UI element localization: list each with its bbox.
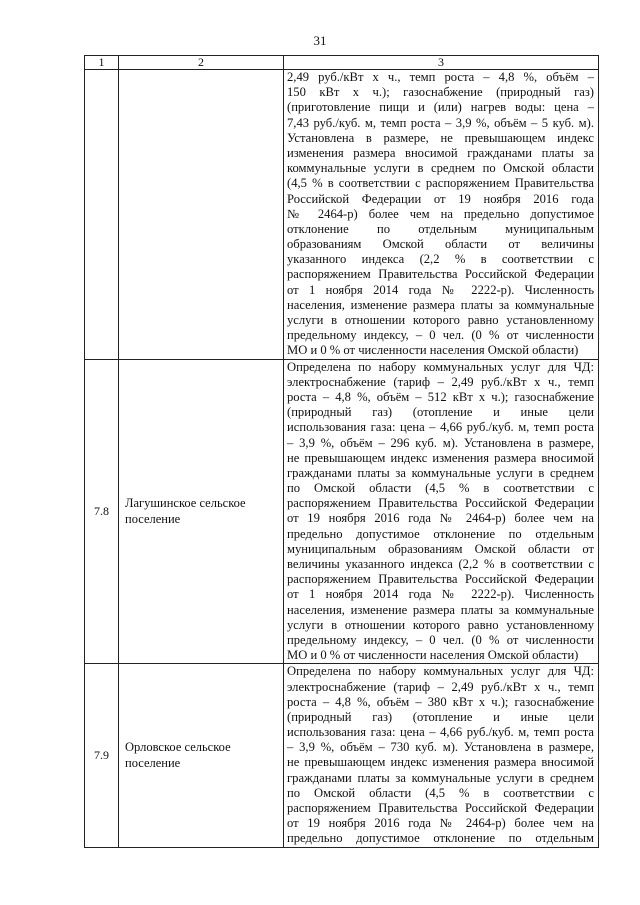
text-line: роста – 4,8 %, объём – 380 кВт х ч.); газоснабжение: [287, 694, 594, 709]
text-line: использования газа: цена – 4,66 руб./куб. м, темп роста: [287, 725, 594, 740]
text-line: Российской Федерации от 19 ноября 2016 года: [287, 191, 594, 206]
text-line: населения, изменение размера платы за коммунальные: [287, 297, 594, 312]
page-number: 31: [313, 33, 327, 48]
header-col-1: 1: [85, 56, 119, 70]
text-line: – 3,9 %, объём – 296 куб. м). Установлена в размере,: [287, 435, 594, 450]
text-line: предельно допустимое отклонение по отдельным: [287, 526, 594, 541]
description-cell: [284, 664, 599, 847]
text-line: указанного индекса (2,2 % в соответствии с: [287, 252, 594, 267]
text-line: 7,43 руб./куб. м, темп роста – 3,9 %, объём – 5 куб. м).: [287, 115, 594, 130]
text-line: распоряжением Правительства Российской Федерации: [287, 267, 594, 282]
text-line: – 3,9 %, объём – 730 куб. м). Установлена в размере,: [287, 740, 594, 755]
header-col-3: 3: [284, 56, 599, 70]
text-line: населения, изменение размера платы за коммунальные: [287, 602, 594, 617]
description-cell: [284, 70, 599, 360]
text-line: не превышающем индекс изменения размера вносимой: [287, 450, 594, 465]
text-line: предельному индексу, – 0 чел. (0 % от численности: [287, 632, 594, 647]
text-line: № 2464-р) более чем на предельно допустимое: [287, 206, 594, 221]
text-line: услуги в отношении которого равно установленному: [287, 617, 594, 632]
table-row: [85, 664, 599, 847]
text-line: распоряжением Правительства Российской Федерации: [287, 496, 594, 511]
text-line: от 1 ноября 2014 года № 2222-р). Численность: [287, 587, 594, 602]
table-header-row: [85, 56, 599, 70]
text-line: по Омской области (4,5 % в соответствии с: [287, 785, 594, 800]
text-line: гражданами платы за коммунальные услуги в среднем: [287, 770, 594, 785]
text-line: Установлена в размере, не превышающем индекс: [287, 130, 594, 145]
description-cell: [284, 359, 599, 664]
text-line: роста – 4,8 %, объём – 512 кВт х ч.); газоснабжение: [287, 389, 594, 404]
header-col-2: 2: [119, 56, 284, 70]
text-line: распоряжением Правительства Российской Федерации: [287, 572, 594, 587]
text-line: 2,49 руб./кВт х ч., темп роста – 4,8 %, объём –: [287, 70, 594, 84]
table-row: [85, 359, 599, 664]
text-line: (4,5 % в соответствии с распоряжением Правительства: [287, 176, 594, 191]
text-line: не превышающем индекс изменения размера вносимой: [287, 755, 594, 770]
text-line: МО и 0 % от численности населения Омской области): [287, 648, 579, 663]
text-line: электроснабжение (тариф – 2,49 руб./кВт х ч., темп: [287, 679, 594, 694]
table-row: [85, 70, 599, 360]
text-line: коммунальные услуги в среднем по Омской области: [287, 161, 594, 176]
municipal-data-table: [84, 55, 599, 848]
text-line: электроснабжение (тариф – 2,49 руб./кВт х ч., темп: [287, 374, 594, 389]
text-line: использования газа: цена – 4,66 руб./куб. м, темп роста: [287, 420, 594, 435]
text-line: предельно допустимое отклонение по отдельным: [287, 831, 594, 846]
row-number: 7.9: [85, 664, 119, 847]
text-line: от 1 ноября 2014 года № 2222-р). Численность: [287, 282, 594, 297]
text-line: величины указанного индекса (2,2 % в соответствии с: [287, 557, 594, 571]
text-line: изменения размера вносимой гражданами платы за: [287, 145, 594, 160]
municipality-name: [119, 70, 284, 360]
row-number: [85, 70, 119, 360]
text-line: от 19 ноября 2016 года № 2464-р) более чем на: [287, 511, 594, 526]
row-number: 7.8: [85, 359, 119, 664]
municipality-name: Орловское сельское поселение: [119, 664, 284, 847]
text-line: услуги в отношении которого равно установленному: [287, 313, 594, 327]
text-line: отклонение по отдельным муниципальным: [287, 221, 594, 236]
text-line: (природный газ) (отопление и иные цели: [287, 709, 594, 724]
text-line: предельному индексу, – 0 чел. (0 % от численности: [287, 328, 594, 343]
text-line: распоряжением Правительства Российской Федерации: [287, 801, 594, 815]
text-line: гражданами платы за коммунальные услуги в среднем: [287, 465, 594, 480]
text-line: Определена по набору коммунальных услуг для ЧД:: [287, 664, 594, 679]
text-line: МО и 0 % от численности населения Омской области): [287, 343, 579, 358]
text-line: Определена по набору коммунальных услуг для ЧД:: [287, 359, 594, 374]
text-line: (природный газ) (отопление и иные цели: [287, 405, 594, 420]
text-line: муниципальным образованиям Омской области от: [287, 541, 594, 556]
text-line: (приготовление пищи и (или) нагрев воды: цена –: [287, 100, 594, 115]
text-line: 150 кВт х ч.); газоснабжение (природный газ): [287, 85, 594, 100]
text-line: по Омской области (4,5 % в соответствии с: [287, 481, 594, 496]
text-line: от 19 ноября 2016 года № 2464-р) более чем на: [287, 816, 594, 831]
municipality-name: Лагушинское сельское поселение: [119, 359, 284, 664]
text-line: образованиям Омской области от величины: [287, 237, 594, 252]
